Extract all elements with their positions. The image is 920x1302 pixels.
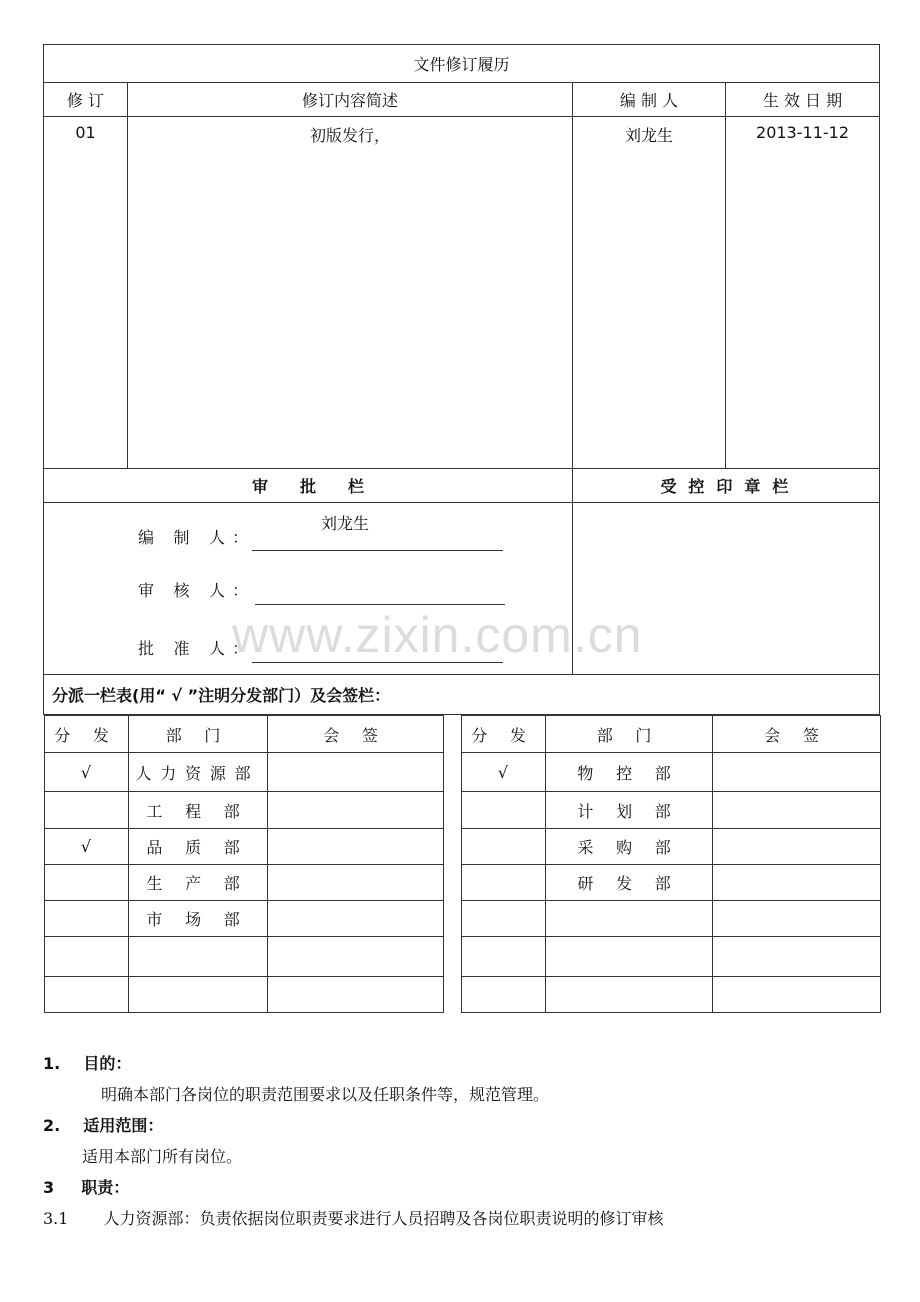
column-gap	[443, 977, 461, 1013]
distribution-row	[44, 901, 880, 937]
right-dist-check	[461, 977, 545, 1013]
section-2-number: 2.	[43, 1116, 61, 1135]
revision-history-title: 文件修订履历	[44, 45, 880, 83]
section-1-text: 明确本部门各岗位的职责范围要求以及任职条件等，规范管理。	[101, 1085, 550, 1104]
distribution-table	[44, 715, 881, 1013]
right-dist-check	[461, 937, 545, 977]
column-gap	[443, 865, 461, 901]
right-dept-name: 采 购 部	[545, 829, 712, 865]
right-dept-name	[545, 937, 712, 977]
right-sign-cell	[712, 792, 880, 829]
distribution-row	[44, 977, 880, 1013]
right-dept-header: 部 门	[545, 716, 712, 753]
compiler-label: 编 制 人：	[138, 528, 256, 547]
column-gap	[443, 901, 461, 937]
distribution-row	[44, 753, 880, 792]
distribution-row	[44, 829, 880, 865]
column-gap	[443, 829, 461, 865]
left-dist-header: 分 发	[44, 716, 128, 753]
left-dist-check	[44, 901, 128, 937]
distribution-title: 分派一栏表(用“ √ ”注明分发部门）及会签栏：	[44, 675, 880, 715]
left-dept-header: 部 门	[128, 716, 267, 753]
section-1-title: 目的：	[83, 1054, 132, 1073]
author-cell: 刘龙生	[573, 117, 726, 469]
right-sign-cell	[712, 977, 880, 1013]
left-sign-cell	[267, 792, 443, 829]
right-sign-cell	[712, 753, 880, 792]
distribution-row	[44, 865, 880, 901]
right-dist-check	[461, 865, 545, 901]
left-sign-cell	[267, 977, 443, 1013]
reviewer-label: 审 核 人：	[138, 581, 256, 600]
right-dist-check	[461, 792, 545, 829]
distribution-row	[44, 792, 880, 829]
date-header: 生 效 日 期	[726, 83, 880, 117]
left-sign-cell	[267, 829, 443, 865]
section-2-text: 适用本部门所有岗位。	[82, 1147, 243, 1166]
rev-cell: 01	[44, 117, 128, 469]
watermark: www.zixin.com.cn	[232, 607, 643, 663]
left-dept-name	[128, 977, 267, 1013]
section-2-title: 适用范围：	[83, 1116, 164, 1135]
revision-table	[43, 44, 880, 1013]
desc-header: 修订内容简述	[128, 83, 573, 117]
section-2-heading	[43, 1113, 163, 1136]
right-sign-cell	[712, 829, 880, 865]
left-dist-check	[44, 792, 128, 829]
left-dist-check: √	[44, 753, 128, 792]
section-1-heading	[43, 1051, 131, 1074]
author-header: 编 制 人	[573, 83, 726, 117]
left-dist-check	[44, 937, 128, 977]
distribution-row	[44, 937, 880, 977]
left-sign-cell	[267, 865, 443, 901]
left-sign-cell	[267, 753, 443, 792]
section-3-title: 职责：	[81, 1178, 130, 1197]
section-3-heading	[43, 1175, 129, 1198]
rev-header: 修 订	[44, 83, 128, 117]
distribution-container	[44, 715, 880, 1014]
left-dist-check	[44, 865, 128, 901]
date-cell: 2013-11-12	[726, 117, 880, 469]
left-dist-check	[44, 977, 128, 1013]
column-gap	[443, 716, 461, 753]
section-3-1-text: 人力资源部：负责依据岗位职责要求进行人员招聘及各岗位职责说明的修订审核	[103, 1209, 664, 1228]
right-dept-name	[545, 977, 712, 1013]
right-dept-name: 物 控 部	[545, 753, 712, 792]
right-sign-cell	[712, 901, 880, 937]
left-dept-name: 人力资源部	[128, 753, 267, 792]
left-dept-name: 市 场 部	[128, 901, 267, 937]
right-sign-header: 会 签	[712, 716, 880, 753]
right-sign-cell	[712, 865, 880, 901]
right-dist-header: 分 发	[461, 716, 545, 753]
section-1-number: 1.	[43, 1054, 61, 1073]
approval-area	[44, 503, 573, 675]
right-sign-cell	[712, 937, 880, 977]
stamp-area	[573, 503, 880, 675]
left-sign-cell	[267, 937, 443, 977]
left-dist-check: √	[44, 829, 128, 865]
reviewer-signature-line	[255, 604, 505, 605]
right-dist-check	[461, 901, 545, 937]
right-dist-check	[461, 829, 545, 865]
desc-cell: 初版发行，	[128, 117, 573, 469]
approval-section-title: 审 批 栏	[44, 469, 573, 503]
section-3-number: 3	[43, 1178, 55, 1197]
compiler-value: 刘龙生	[321, 514, 370, 533]
right-dist-check: √	[461, 753, 545, 792]
right-dept-name: 计 划 部	[545, 792, 712, 829]
compiler-signature-line	[252, 550, 503, 551]
left-sign-cell	[267, 901, 443, 937]
column-gap	[443, 753, 461, 792]
column-gap	[443, 792, 461, 829]
stamp-section-title: 受 控 印 章 栏	[573, 469, 880, 503]
left-dept-name: 工 程 部	[128, 792, 267, 829]
section-3-1	[43, 1206, 664, 1229]
right-dept-name	[545, 901, 712, 937]
right-dept-name: 研 发 部	[545, 865, 712, 901]
left-dept-name	[128, 937, 267, 977]
left-sign-header: 会 签	[267, 716, 443, 753]
section-3-1-number: 3.1	[43, 1209, 69, 1228]
left-dept-name: 品 质 部	[128, 829, 267, 865]
approver-label: 批 准 人：	[138, 639, 256, 658]
column-gap	[443, 937, 461, 977]
approver-signature-line	[252, 662, 503, 663]
left-dept-name: 生 产 部	[128, 865, 267, 901]
